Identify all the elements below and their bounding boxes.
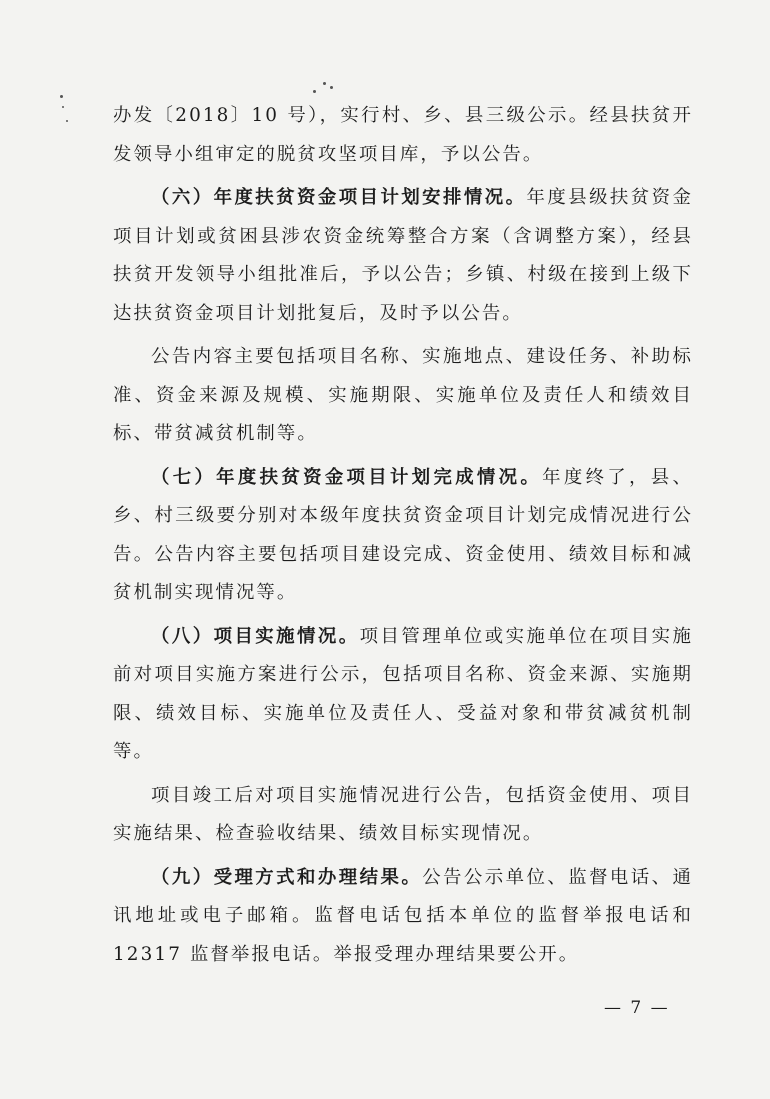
paragraph-text: 年度县级扶贫资金项目计划或贫困县涉农资金统筹整合方案（含调整方案），经县扶贫开发领导小组批准后，予以公告；乡镇、村级在接到上级下达扶贫资金项目计划批复后，及时予以公告。 bbox=[113, 187, 693, 324]
paragraph-heading: （七）年度扶贫资金项目计划完成情况。 bbox=[151, 466, 543, 488]
paragraph-text: 公告公示单位、监督电话、通讯地址或电子邮箱。监督电话包括本单位的监督举报电话和 12317 监督举报电话。举报受理办理结果要公开。 bbox=[113, 866, 693, 965]
paragraph-text: 项目管理单位或实施单位在项目实施前对项目实施方案进行公示，包括项目名称、资金来源、实施期限、绩效目标、实施单位及责任人、受益对象和带贫减贫机制等。 bbox=[113, 625, 693, 762]
page-number: — 7 — bbox=[604, 998, 670, 1018]
paragraph-section-8 bbox=[113, 618, 693, 772]
paragraph-heading: （九）受理方式和办理结果。 bbox=[151, 866, 423, 888]
scan-speck bbox=[62, 106, 64, 108]
paragraph-heading: （八）项目实施情况。 bbox=[151, 625, 360, 647]
paragraph-text: 年度终了，县、乡、村三级要分别对本级年度扶贫资金项目计划完成情况进行公告。公告内容主要包括项目建设完成、资金使用、绩效目标和减贫机制实现情况等。 bbox=[113, 466, 693, 603]
paragraph-text: 公告内容主要包括项目名称、实施地点、建设任务、补助标准、资金来源及规模、实施期限、实施单位及责任人和绩效目标、带贫减贫机制等。 bbox=[113, 346, 693, 444]
paragraph-intro-continuation bbox=[113, 97, 693, 174]
paragraph-section-6-content bbox=[113, 338, 693, 454]
scan-speck bbox=[66, 120, 68, 122]
body-text bbox=[113, 97, 693, 979]
paragraph-text: 项目竣工后对项目实施情况进行公告，包括资金使用、项目实施结果、检查验收结果、绩效目标实现情况。 bbox=[113, 784, 693, 844]
paragraph-text: 办发〔2018〕10 号），实行村、乡、县三级公示。经县扶贫开发领导小组审定的脱贫攻坚项目库，予以公告。 bbox=[113, 105, 693, 165]
scan-speck bbox=[323, 82, 326, 85]
paragraph-section-8-completion bbox=[113, 777, 693, 854]
paragraph-section-7 bbox=[113, 459, 693, 613]
paragraph-heading: （六）年度扶贫资金项目计划安排情况。 bbox=[151, 187, 527, 208]
scan-speck bbox=[330, 86, 333, 89]
scan-speck bbox=[60, 95, 63, 98]
scan-speck bbox=[313, 90, 316, 93]
paragraph-section-9 bbox=[113, 859, 693, 975]
paragraph-section-6 bbox=[113, 179, 693, 333]
